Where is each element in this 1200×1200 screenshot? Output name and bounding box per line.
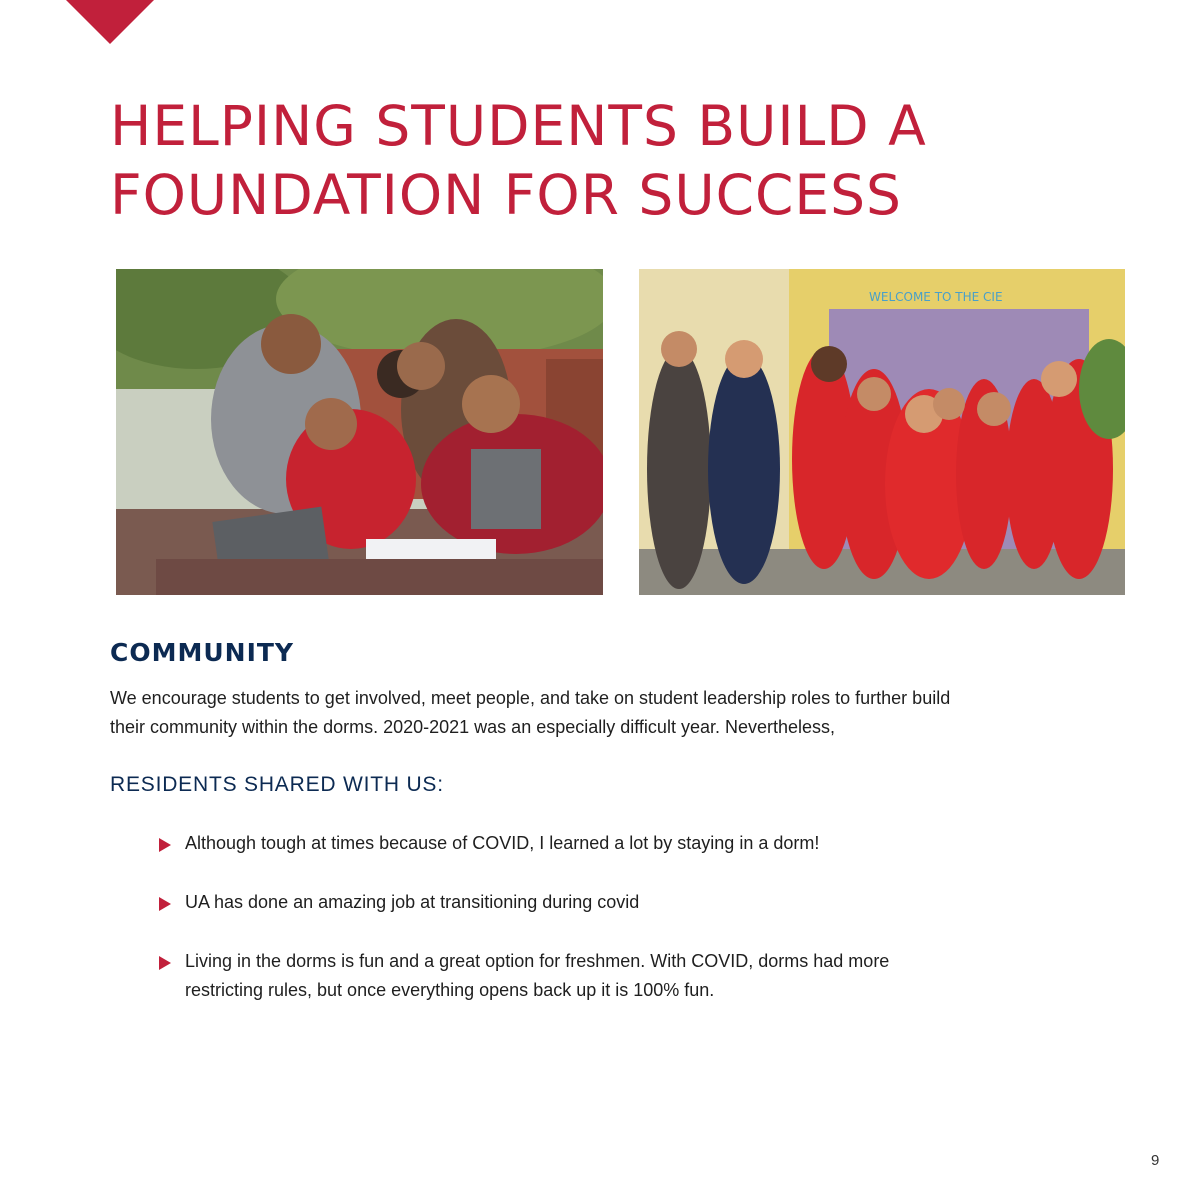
resident-quote-text: Living in the dorms is fun and a great option for freshmen. With COVID, dorms had more restricting rules, but once everything opens back up it is 100% fun. (185, 951, 890, 1000)
page-title (110, 92, 1070, 230)
photo-students-laptop-image (116, 269, 603, 595)
bullet-triangle-icon (159, 897, 171, 911)
photo-students-laptop (116, 269, 603, 595)
welcome-sign-text: WELCOME TO THE CIE (869, 290, 1003, 304)
corner-triangle-decoration (66, 0, 154, 44)
resident-quote-item (159, 829, 959, 858)
resident-quote-text: UA has done an amazing job at transitioning during covid (185, 892, 640, 912)
photo-staff-group (639, 269, 1125, 595)
bullet-triangle-icon (159, 838, 171, 852)
community-body: We encourage students to get involved, meet people, and take on student leadership roles to further build their community within the dorms. 2020-2021 was an especially difficult year. Nevertheless, (110, 688, 951, 737)
residents-heading: RESIDENTS SHARED WITH US: (110, 773, 444, 796)
photo-staff-group-image (639, 269, 1125, 595)
page-title-line-1: HELPING STUDENTS BUILD A (110, 94, 927, 158)
resident-quote-item (159, 888, 959, 917)
resident-quote-item (159, 947, 959, 1005)
bullet-triangle-icon (159, 956, 171, 970)
resident-quote-text: Although tough at times because of COVID, I learned a lot by staying in a dorm! (185, 833, 820, 853)
resident-quotes-list (159, 829, 959, 1035)
page-number: 9 (1151, 1152, 1160, 1169)
page-title-line-2: FOUNDATION FOR SUCCESS (110, 163, 902, 227)
community-heading: COMMUNITY (110, 638, 295, 667)
